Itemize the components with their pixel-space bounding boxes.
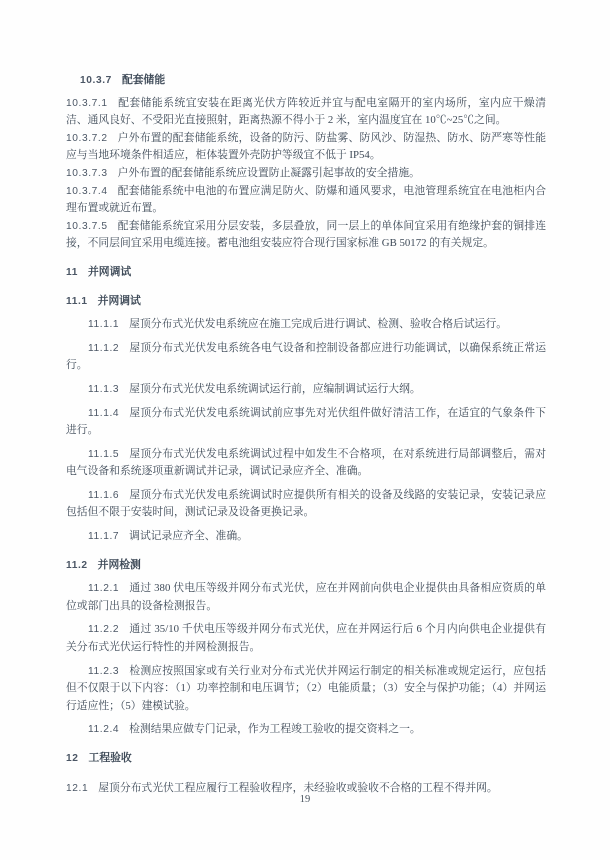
heading-text: 配套储能 — [121, 74, 166, 86]
clause-number: 11.2.1 — [88, 583, 120, 595]
clause-number: 10.3.7.5 — [66, 220, 108, 232]
page-number: 19 — [299, 794, 311, 805]
clause-text: 屋顶分布式光伏发电系统应在施工完成后进行调试、检测、验收合格后试运行。 — [129, 318, 508, 331]
heading-number: 12 — [66, 753, 79, 764]
clause-text: 检测应按照国家或有关行业对分布式光伏并网运行制定的相关标准或规定运行，应包括但不仅限于以下内容：（1）功率控制和电压调节；（2）电能质量；（3）安全与保护功能；（4）并网运行适应性；（5）建模试验。 — [66, 664, 546, 712]
clause-text: 配套储能系统宜采用分层安装，多层叠放，同一层上的单体间宜采用有绝缘护套的铜排连接，不同层间宜采用电缆连接。蓄电池组安装应符合现行国家标准 GB 50172 的有关规定。 — [66, 219, 546, 250]
clause-11-1-7 — [66, 528, 546, 546]
clause-text: 户外布置的配套储能系统，设备的防污、防盐雾、防风沙、防湿热、防水、防严寒等性能应与当地环境条件相适应，柜体装置外壳防护等级宜不低于 IP54。 — [66, 131, 546, 162]
clause-number: 11.1.4 — [88, 407, 120, 419]
clause-number: 10.3.7.3 — [66, 167, 108, 179]
clause-text: 屋顶分布式光伏发电系统调试前应事先对光伏组件做好清洁工作，在适宜的气象条件下进行。 — [66, 406, 546, 437]
clause-text: 屋顶分布式光伏发电系统调试运行前，应编制调试运行大纲。 — [129, 382, 421, 395]
clause-text: 屋顶分布式光伏发电系统调试时应提供所有相关的设备及线路的安装记录，安装记录应包括但不限于安装时间，测试记录及设备更换记录。 — [66, 488, 546, 519]
clause-number: 12.1 — [66, 782, 89, 794]
heading-12 — [66, 750, 546, 768]
clause-10-3-7-5 — [66, 218, 546, 253]
clause-number: 11.1.2 — [88, 342, 120, 354]
clause-11-1-1 — [66, 316, 546, 334]
clause-text: 配套储能系统宜安装在距离光伏方阵较近并宜与配电室隔开的室内场所，室内应干燥清洁、通风良好、不受阳光直接照射，距离热源不得小于 2 米，室内温度宜在 10℃~25℃之间。 — [66, 96, 546, 127]
clause-number: 11.1.5 — [88, 448, 120, 460]
clause-11-1-6 — [66, 487, 546, 522]
clause-text: 配套储能系统中电池的布置应满足防火、防爆和通风要求，电池管理系统宜在电池柜内合理布置或就近布置。 — [66, 184, 546, 215]
clause-text: 屋顶分布式光伏工程应履行工程验收程序，未经验收或验收不合格的工程不得并网。 — [98, 781, 498, 794]
clause-11-1-4 — [66, 405, 546, 440]
clause-10-3-7-2 — [66, 130, 546, 165]
clause-number: 11.2.2 — [88, 624, 120, 636]
clause-11-1-5 — [66, 446, 546, 481]
clause-number: 11.1.6 — [88, 489, 120, 501]
clause-text: 检测结果应做专门记录，作为工程竣工验收的提交资料之一。 — [129, 723, 421, 736]
heading-number: 10.3.7 — [80, 75, 112, 86]
clause-number: 11.1.7 — [88, 531, 120, 543]
clause-text: 屋顶分布式光伏发电系统各电气设备和控制设备都应进行功能调试，以确保系统正常运行。 — [66, 341, 546, 372]
heading-text: 并网检测 — [97, 558, 141, 571]
clause-10-3-7-3 — [66, 165, 546, 183]
page-footer — [0, 794, 610, 805]
heading-11-1 — [66, 293, 546, 311]
heading-text: 并网调试 — [97, 294, 141, 307]
heading-text: 工程验收 — [88, 752, 132, 764]
clause-text: 调试记录应齐全、准确。 — [129, 530, 248, 543]
clause-number: 10.3.7.1 — [66, 97, 108, 109]
clause-text: 屋顶分布式光伏发电系统调试过程中如发生不合格项，在对系统进行局部调整后，需对电气设备和系统逐项重新调试并记录，调试记录应齐全、准确。 — [66, 447, 546, 478]
clause-11-2-2 — [66, 621, 546, 656]
clause-number: 11.2.4 — [88, 724, 120, 736]
heading-11-2 — [66, 557, 546, 575]
clause-text: 通过 380 伏电压等级并网分布式光伏，应在并网前向供电企业提供由具备相应资质的单位或部门出具的设备检测报告。 — [66, 582, 546, 612]
clause-10-3-7-4 — [66, 183, 546, 218]
clause-11-2-1 — [66, 580, 546, 615]
clause-text: 通过 35/10 千伏电压等级并网分布式光伏，应在并网运行后 6 个月内向供电企业提供有关分布式光伏运行特性的并网检测报告。 — [66, 623, 546, 654]
clause-number: 10.3.7.4 — [66, 185, 108, 197]
heading-number: 11 — [66, 266, 78, 278]
clause-11-1-2 — [66, 340, 546, 375]
clause-11-2-3 — [66, 663, 546, 716]
heading-number: 11.2 — [66, 559, 88, 571]
heading-text: 并网调试 — [87, 265, 132, 278]
clause-number: 11.1.3 — [88, 383, 120, 395]
clause-number: 11.2.3 — [88, 665, 120, 677]
clause-number: 11.1.1 — [88, 319, 120, 331]
heading-11 — [66, 264, 546, 282]
clause-text: 户外布置的配套储能系统应设置防止凝露引起事故的安全措施。 — [117, 166, 420, 179]
document-content — [66, 72, 546, 797]
clause-10-3-7-1 — [66, 95, 546, 130]
clause-number: 10.3.7.2 — [66, 132, 108, 144]
clause-11-1-3 — [66, 381, 546, 399]
clause-11-2-4 — [66, 721, 546, 739]
heading-10-3-7 — [66, 72, 546, 90]
heading-number: 11.1 — [66, 295, 88, 307]
